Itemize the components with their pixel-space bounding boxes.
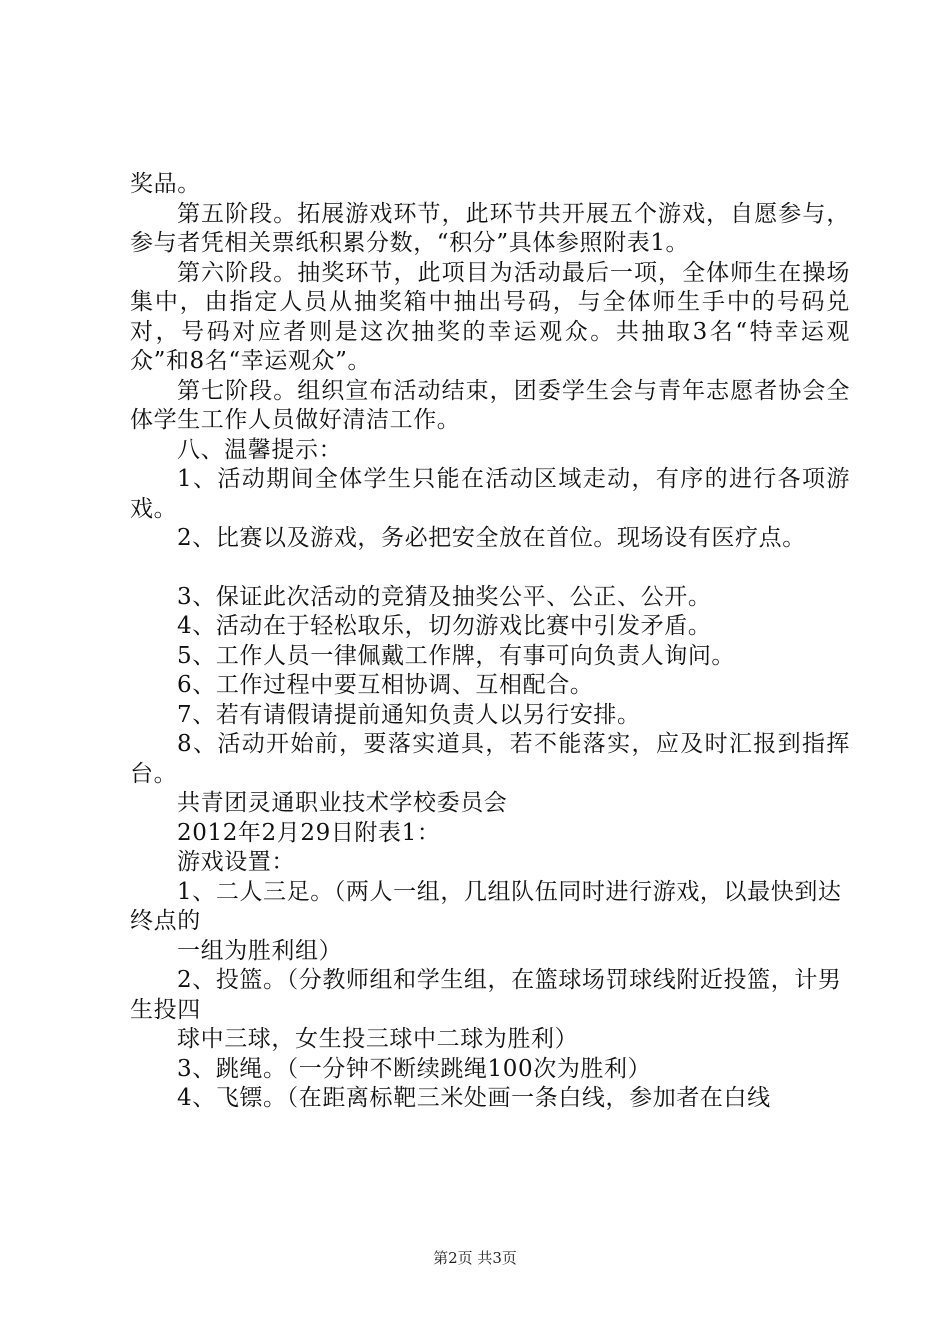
tip-item-4: 4、活动在于轻松取乐，切勿游戏比赛中引发矛盾。	[177, 613, 712, 639]
game-item-3: 3、跳绳。（一分钟不断续跳绳100次为胜利）	[177, 1055, 652, 1082]
game-settings-heading: 游戏设置：	[177, 849, 295, 875]
paragraph-prize-end: 奖品。	[130, 171, 201, 197]
game-item-2-continued: 球中三球，女生投三球中二球为胜利）	[177, 1026, 579, 1052]
game-item-4: 4、飞镖。（在距离标靶三米处画一条白线，参加者在白线	[177, 1085, 771, 1111]
signature-date-appendix: 2012年2月29日附表1：	[177, 819, 441, 846]
section-heading-tips: 八、温馨提示：	[177, 436, 343, 463]
paragraph-stage-five: 第五阶段。拓展游戏环节，此环节共开展五个游戏，自愿参与，参与者凭相关票纸积累分数，“积分”具体参照附表1。	[130, 200, 850, 256]
tip-item-8: 8、活动开始前，要落实道具，若不能落实，应及时汇报到指挥台。	[130, 731, 850, 787]
tip-item-6: 6、工作过程中要互相协调、互相配合。	[177, 672, 594, 698]
tip-item-2: 2、比赛以及游戏，务必把安全放在首位。现场设有医疗点。	[177, 525, 806, 551]
game-item-1-continued: 一组为胜利组）	[177, 937, 343, 964]
tip-item-1: 1、活动期间全体学生只能在活动区域走动，有序的进行各项游戏。	[130, 466, 850, 522]
tip-item-7: 7、若有请假请提前通知负责人以另行安排。	[177, 701, 641, 728]
page-number-footer: 第2页 共3页	[433, 1249, 517, 1267]
tip-item-3: 3、保证此次活动的竞猜及抽奖公平、公正、公开。	[177, 583, 712, 610]
paragraph-stage-six: 第六阶段。抽奖环节，此项目为活动最后一项，全体师生在操场集中，由指定人员从抽奖箱中抽出号码，与全体师生手中的号码兑对，号码对应者则是这次抽奖的幸运观众。共抽取3名“特幸运观众”和8名“幸运观众”。	[130, 259, 850, 374]
game-item-2: 2、投篮。（分教师组和学生组，在篮球场罚球线附近投篮，计男生投四	[130, 967, 842, 1023]
game-item-1: 1、二人三足。（两人一组，几组队伍同时进行游戏，以最快到达终点的	[130, 878, 842, 934]
document-body	[130, 170, 850, 1114]
tip-item-5: 5、工作人员一律佩戴工作牌，有事可向负责人询问。	[177, 642, 736, 669]
paragraph-stage-seven: 第七阶段。组织宣布活动结束，团委学生会与青年志愿者协会全体学生工作人员做好清洁工作。	[130, 377, 850, 433]
signature-organization: 共青团灵通职业技术学校委员会	[177, 790, 508, 816]
